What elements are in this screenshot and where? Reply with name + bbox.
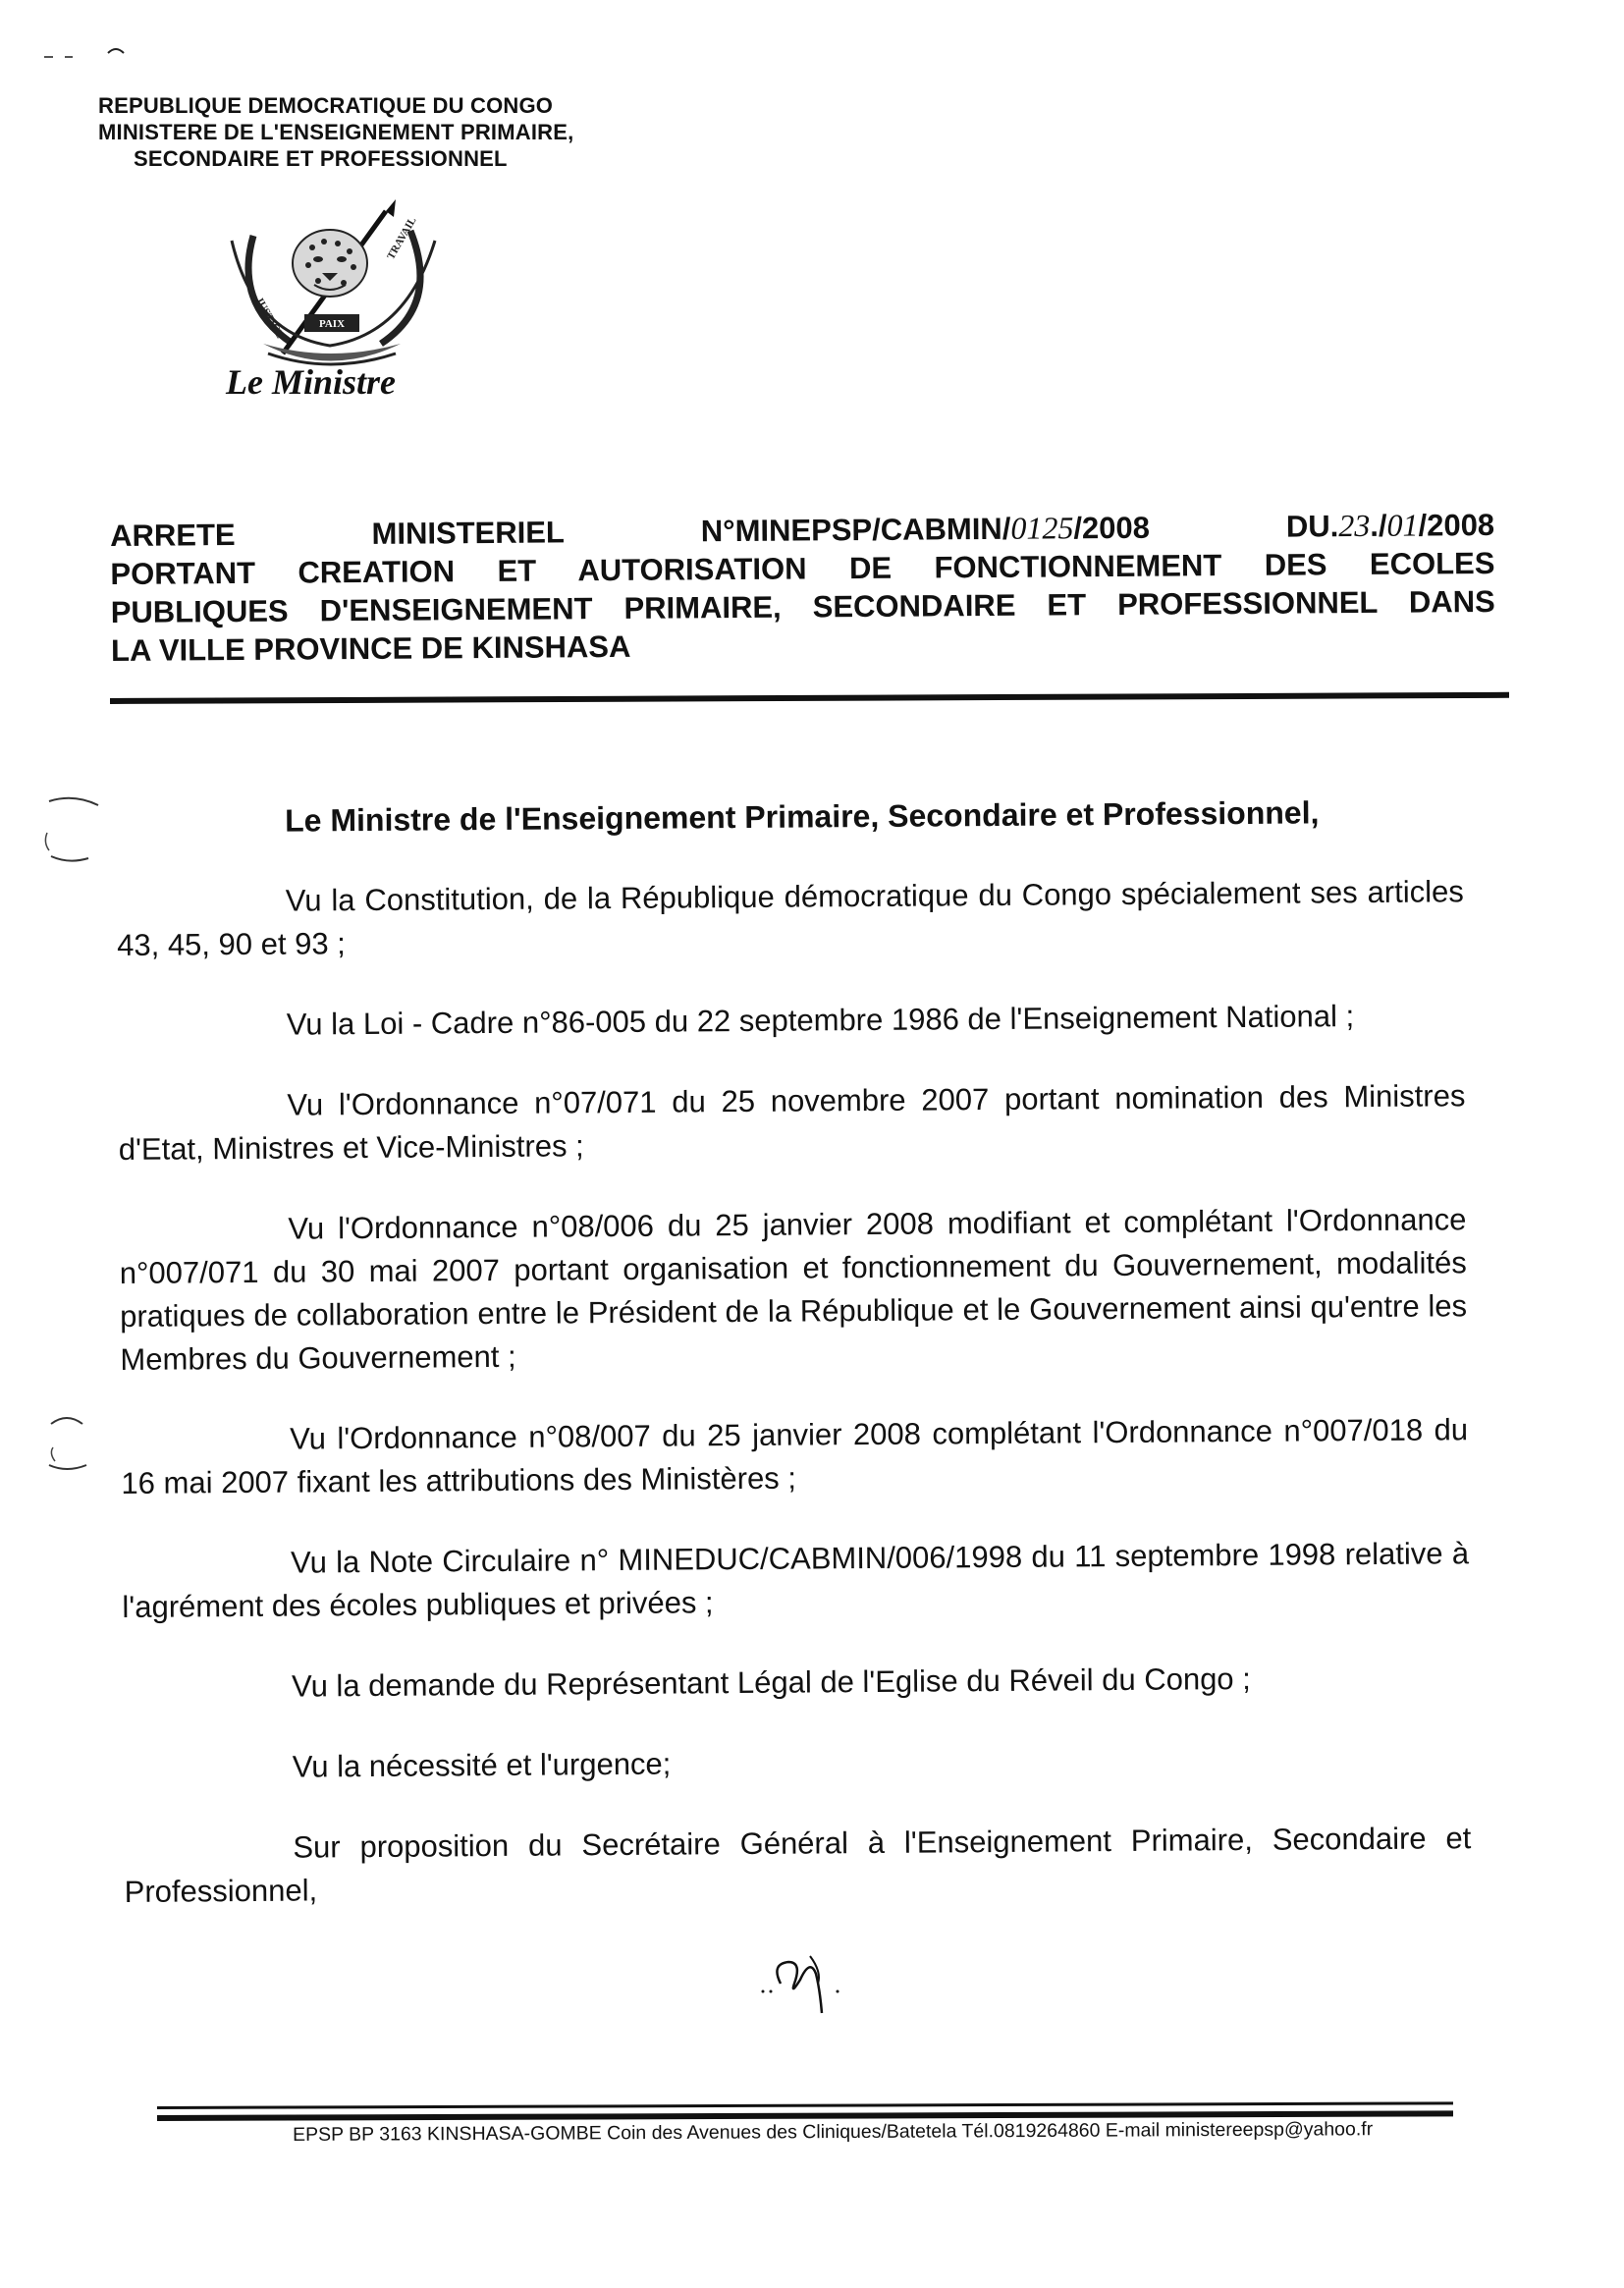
decree-date: DU.23./01/2008	[1285, 507, 1495, 544]
handwritten-number: 0125	[1010, 510, 1074, 546]
letterhead-country: REPUBLIQUE DEMOCRATIQUE DU CONGO	[98, 93, 554, 118]
punch-hole-mark	[39, 793, 108, 872]
motto-paix: PAIX	[318, 318, 346, 330]
handwritten-day: 23	[1338, 507, 1371, 544]
recital-constitution: Vu la Constitution, de la République démocratique du Congo spécialement ses articles 43, 45, 90 et 93 ;	[117, 874, 1464, 962]
scan-mark	[39, 39, 128, 69]
decree-number: N°MINEPSP/CABMIN/0125/2008	[700, 510, 1151, 549]
motto-travail: TRAVAIL	[385, 215, 419, 262]
letterhead-ministry: MINISTERE DE L'ENSEIGNEMENT PRIMAIRE,	[98, 120, 574, 144]
motto-justice: JUSTICE	[252, 295, 287, 341]
title-word-arrete: ARRETE	[110, 517, 236, 553]
title-divider	[110, 692, 1509, 704]
body-heading: Le Ministre de l'Enseignement Primaire, Secondaire et Professionnel,	[285, 794, 1320, 839]
recital-ordonnance-08-006: Vu l'Ordonnance n°08/006 du 25 janvier 2008 modifiant et complétant l'Ordonnance n°007/071 du 30 mai 2007 portant organisation et fonctionnement du Gouvernement, modalités pratiques de collaboration entre le Président de la République et le Gouvernement ainsi qu'entre les Membres du Gouvernement ;	[119, 1202, 1468, 1377]
recital-demande: Vu la demande du Représentant Légal de l'Eglise du Réveil du Congo ;	[291, 1661, 1251, 1704]
minister-caption: Le Ministre	[226, 362, 397, 402]
recital-loi-cadre: Vu la Loi - Cadre n°86-005 du 22 septembre 1986 de l'Enseignement National ;	[286, 999, 1355, 1042]
title-word-ministeriel: MINISTERIEL	[371, 515, 566, 551]
decree-body	[116, 790, 1472, 1951]
decree-title	[110, 506, 1495, 670]
footer-rule-thin	[157, 2101, 1453, 2109]
coat-of-arms-icon	[214, 196, 460, 378]
recital-note-circulaire: Vu la Note Circulaire n° MINEDUC/CABMIN/006/1998 du 11 septembre 1998 relative à l'agrément des écoles publiques et privées ;	[122, 1536, 1470, 1624]
recital-ordonnance-08-007: Vu l'Ordonnance n°08/007 du 25 janvier 2008 complétant l'Ordonnance n°007/018 du 16 mai 2007 fixant les attributions des Ministères ;	[121, 1412, 1469, 1500]
recital-ordonnance-07-071: Vu l'Ordonnance n°07/071 du 25 novembre 2007 portant nomination des Ministres d'Etat, Ministres et Vice-Ministres ;	[118, 1078, 1466, 1167]
title-line-4: LA VILLE PROVINCE DE KINSHASA	[110, 628, 631, 668]
punch-hole-mark	[39, 1404, 108, 1483]
handwritten-initials	[751, 1944, 859, 2023]
recital-proposition: Sur proposition du Secrétaire Général à l'Enseignement Primaire, Secondaire et Professionnel,	[124, 1821, 1472, 1909]
title-line-2: PORTANT CREATION ET AUTORISATION DE FONCTIONNEMENT DES ECOLES	[110, 545, 1495, 591]
handwritten-month: 01	[1386, 507, 1419, 543]
letterhead	[98, 92, 668, 172]
footer-address: EPSP BP 3163 KINSHASA-GOMBE Coin des Avenues des Cliniques/Batetela Tél.0819264860 E-mail ministereepsp@yahoo.fr	[293, 2118, 1374, 2146]
recital-urgence: Vu la nécessité et l'urgence;	[292, 1746, 672, 1784]
title-line-3: PUBLIQUES D'ENSEIGNEMENT PRIMAIRE, SECONDAIRE ET PROFESSIONNEL DANS	[110, 583, 1495, 629]
letterhead-ministry-cont: SECONDAIRE ET PROFESSIONNEL	[134, 146, 508, 171]
